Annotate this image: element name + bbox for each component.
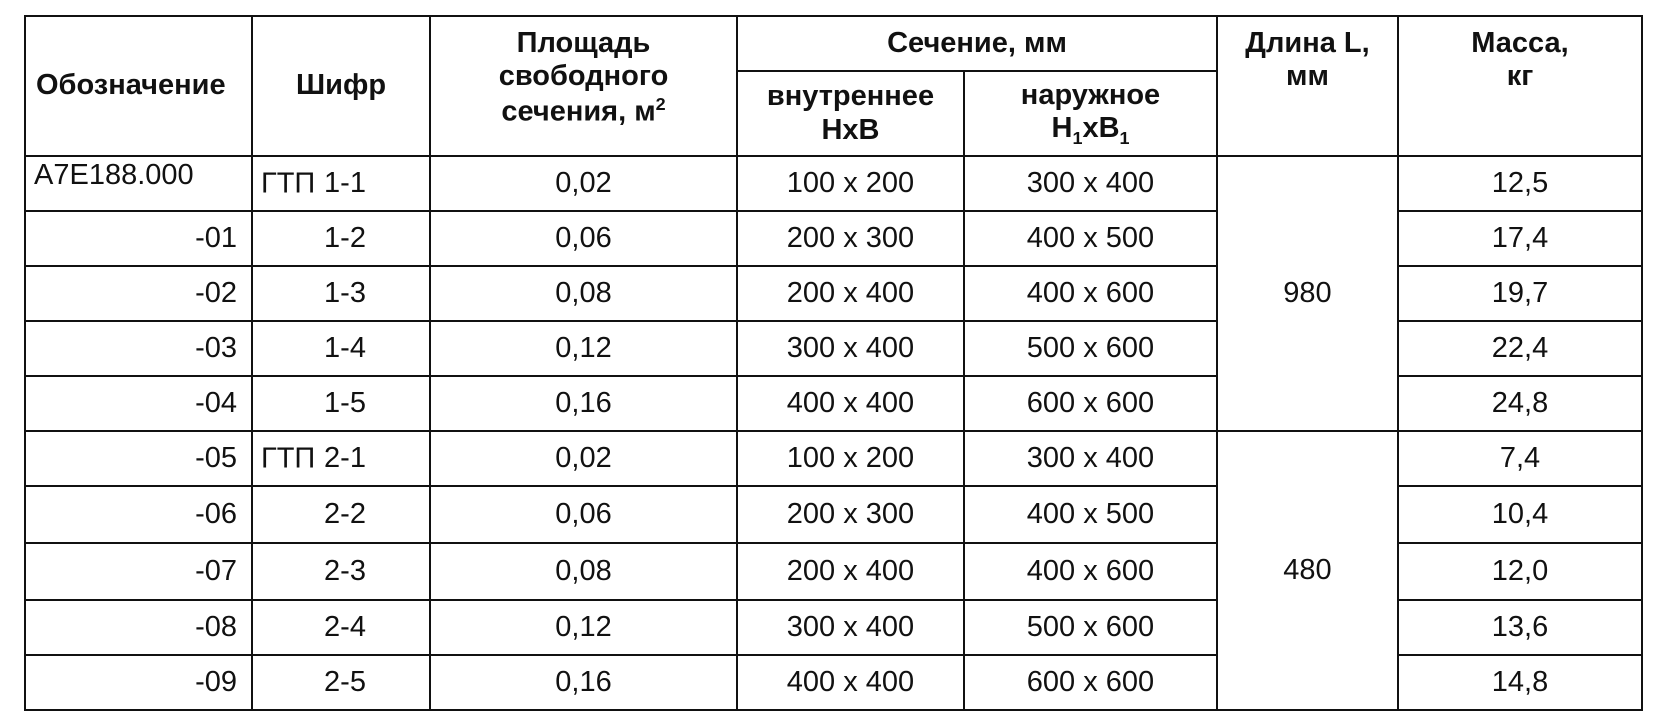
table-row bbox=[25, 211, 1642, 266]
header-naruzhnoe-x: хВ bbox=[1082, 111, 1120, 144]
cell-shifr-code: 2-3 bbox=[324, 554, 366, 587]
header-massa bbox=[1398, 16, 1642, 156]
cell-shifr bbox=[252, 543, 430, 600]
cell-oboznachenie: -05 bbox=[25, 431, 252, 486]
cell-mass: 7,4 bbox=[1398, 431, 1642, 486]
cell-mass: 10,4 bbox=[1398, 486, 1642, 543]
cell-oboznachenie: -07 bbox=[25, 543, 252, 600]
table-row bbox=[25, 321, 1642, 376]
cell-length-group-2: 480 bbox=[1217, 431, 1398, 710]
cell-mass: 24,8 bbox=[1398, 376, 1642, 431]
cell-shifr-code: 2-5 bbox=[324, 665, 366, 698]
table-row bbox=[25, 600, 1642, 655]
cell-shifr-code: 1-2 bbox=[324, 221, 366, 254]
header-ploshad-line1: Площадь bbox=[516, 27, 651, 59]
header-ploshad-sup: 2 bbox=[655, 93, 666, 114]
cell-area: 0,06 bbox=[430, 211, 737, 266]
cell-area: 0,12 bbox=[430, 321, 737, 376]
cell-outer: 600 x 600 bbox=[964, 376, 1217, 431]
header-naruzhnoe-line1: наружное bbox=[1020, 78, 1161, 111]
cell-outer: 500 x 600 bbox=[964, 321, 1217, 376]
cell-shifr-code: 1-3 bbox=[324, 276, 366, 309]
cell-shifr-code: 1-5 bbox=[324, 386, 366, 419]
header-dlina-line2: мм bbox=[1286, 60, 1329, 93]
cell-inner: 300 x 400 bbox=[737, 600, 964, 655]
table-row bbox=[25, 655, 1642, 710]
cell-oboznachenie: А7Е188.000 bbox=[25, 156, 252, 211]
table-row bbox=[25, 376, 1642, 431]
cell-shifr-code: 2-4 bbox=[324, 610, 366, 643]
cell-mass: 17,4 bbox=[1398, 211, 1642, 266]
cell-area: 0,08 bbox=[430, 543, 737, 600]
cell-shifr-code: 1-1 bbox=[324, 166, 366, 199]
cell-inner: 300 x 400 bbox=[737, 321, 964, 376]
header-naruzhnoe-H: Н bbox=[1051, 111, 1073, 144]
cell-mass: 19,7 bbox=[1398, 266, 1642, 321]
cell-inner: 400 x 400 bbox=[737, 376, 964, 431]
cell-shifr bbox=[252, 266, 430, 321]
cell-oboznachenie: -09 bbox=[25, 655, 252, 710]
cell-outer: 400 x 500 bbox=[964, 486, 1217, 543]
cell-shifr bbox=[252, 600, 430, 655]
header-naruzhnoe bbox=[964, 71, 1217, 156]
cell-oboznachenie: -03 bbox=[25, 321, 252, 376]
table-row bbox=[25, 431, 1642, 486]
cell-inner: 100 x 200 bbox=[737, 156, 964, 211]
cell-mass: 14,8 bbox=[1398, 655, 1642, 710]
header-ploshad-line2: свободного bbox=[498, 60, 669, 93]
cell-shifr-code: 2-1 bbox=[324, 441, 366, 474]
header-massa-line2: кг bbox=[1506, 60, 1534, 93]
cell-mass: 12,5 bbox=[1398, 156, 1642, 211]
cell-area: 0,16 bbox=[430, 376, 737, 431]
header-vnutrennee bbox=[737, 71, 964, 156]
header-massa-line1: Масса, bbox=[1471, 27, 1569, 59]
cell-oboznachenie: -04 bbox=[25, 376, 252, 431]
cell-length-group-1: 980 bbox=[1217, 156, 1398, 431]
cell-outer: 400 x 600 bbox=[964, 266, 1217, 321]
cell-oboznachenie: -06 bbox=[25, 486, 252, 543]
header-oboznachenie: Обозначение bbox=[25, 16, 252, 156]
cell-outer: 300 x 400 bbox=[964, 431, 1217, 486]
header-vnutrennee-line2: НхВ bbox=[821, 113, 880, 146]
cell-outer: 400 x 500 bbox=[964, 211, 1217, 266]
cell-area: 0,02 bbox=[430, 431, 737, 486]
header-shifr: Шифр bbox=[252, 16, 430, 156]
cell-shifr bbox=[252, 211, 430, 266]
header-row-1 bbox=[25, 16, 1642, 71]
header-naruzhnoe-sub2: 1 bbox=[1119, 127, 1130, 148]
header-naruzhnoe-sub1: 1 bbox=[1072, 127, 1083, 148]
cell-area: 0,02 bbox=[430, 156, 737, 211]
header-dlina bbox=[1217, 16, 1398, 156]
cell-outer: 500 x 600 bbox=[964, 600, 1217, 655]
header-sechenie: Сечение, мм bbox=[737, 16, 1217, 71]
table-row bbox=[25, 486, 1642, 543]
cell-area: 0,08 bbox=[430, 266, 737, 321]
cell-oboznachenie: -08 bbox=[25, 600, 252, 655]
cell-mass: 13,6 bbox=[1398, 600, 1642, 655]
cell-area: 0,06 bbox=[430, 486, 737, 543]
cell-oboznachenie: -02 bbox=[25, 266, 252, 321]
cell-shifr-prefix: ГТП bbox=[261, 441, 316, 474]
cell-shifr-code: 2-2 bbox=[324, 497, 366, 530]
cell-shifr bbox=[252, 655, 430, 710]
cell-shifr bbox=[252, 431, 430, 486]
spec-table bbox=[24, 15, 1643, 711]
cell-shifr bbox=[252, 376, 430, 431]
cell-outer: 600 x 600 bbox=[964, 655, 1217, 710]
header-dlina-line1: Длина L, bbox=[1245, 27, 1370, 59]
cell-outer: 300 x 400 bbox=[964, 156, 1217, 211]
cell-shifr bbox=[252, 486, 430, 543]
cell-mass: 12,0 bbox=[1398, 543, 1642, 600]
cell-inner: 200 x 300 bbox=[737, 486, 964, 543]
cell-shifr bbox=[252, 156, 430, 211]
cell-shifr-code: 1-4 bbox=[324, 331, 366, 364]
table-row bbox=[25, 156, 1642, 211]
cell-area: 0,12 bbox=[430, 600, 737, 655]
cell-inner: 200 x 400 bbox=[737, 266, 964, 321]
cell-shifr bbox=[252, 321, 430, 376]
cell-inner: 200 x 400 bbox=[737, 543, 964, 600]
cell-mass: 22,4 bbox=[1398, 321, 1642, 376]
cell-shifr-prefix: ГТП bbox=[261, 166, 316, 199]
cell-area: 0,16 bbox=[430, 655, 737, 710]
header-vnutrennee-line1: внутреннее bbox=[766, 80, 935, 113]
header-ploshad bbox=[430, 16, 737, 156]
spec-table-container bbox=[24, 15, 1641, 707]
table-row bbox=[25, 543, 1642, 600]
cell-inner: 400 x 400 bbox=[737, 655, 964, 710]
cell-inner: 200 x 300 bbox=[737, 211, 964, 266]
header-ploshad-line3: сечения, м bbox=[501, 95, 656, 128]
cell-outer: 400 x 600 bbox=[964, 543, 1217, 600]
cell-inner: 100 x 200 bbox=[737, 431, 964, 486]
cell-oboznachenie: -01 bbox=[25, 211, 252, 266]
table-row bbox=[25, 266, 1642, 321]
